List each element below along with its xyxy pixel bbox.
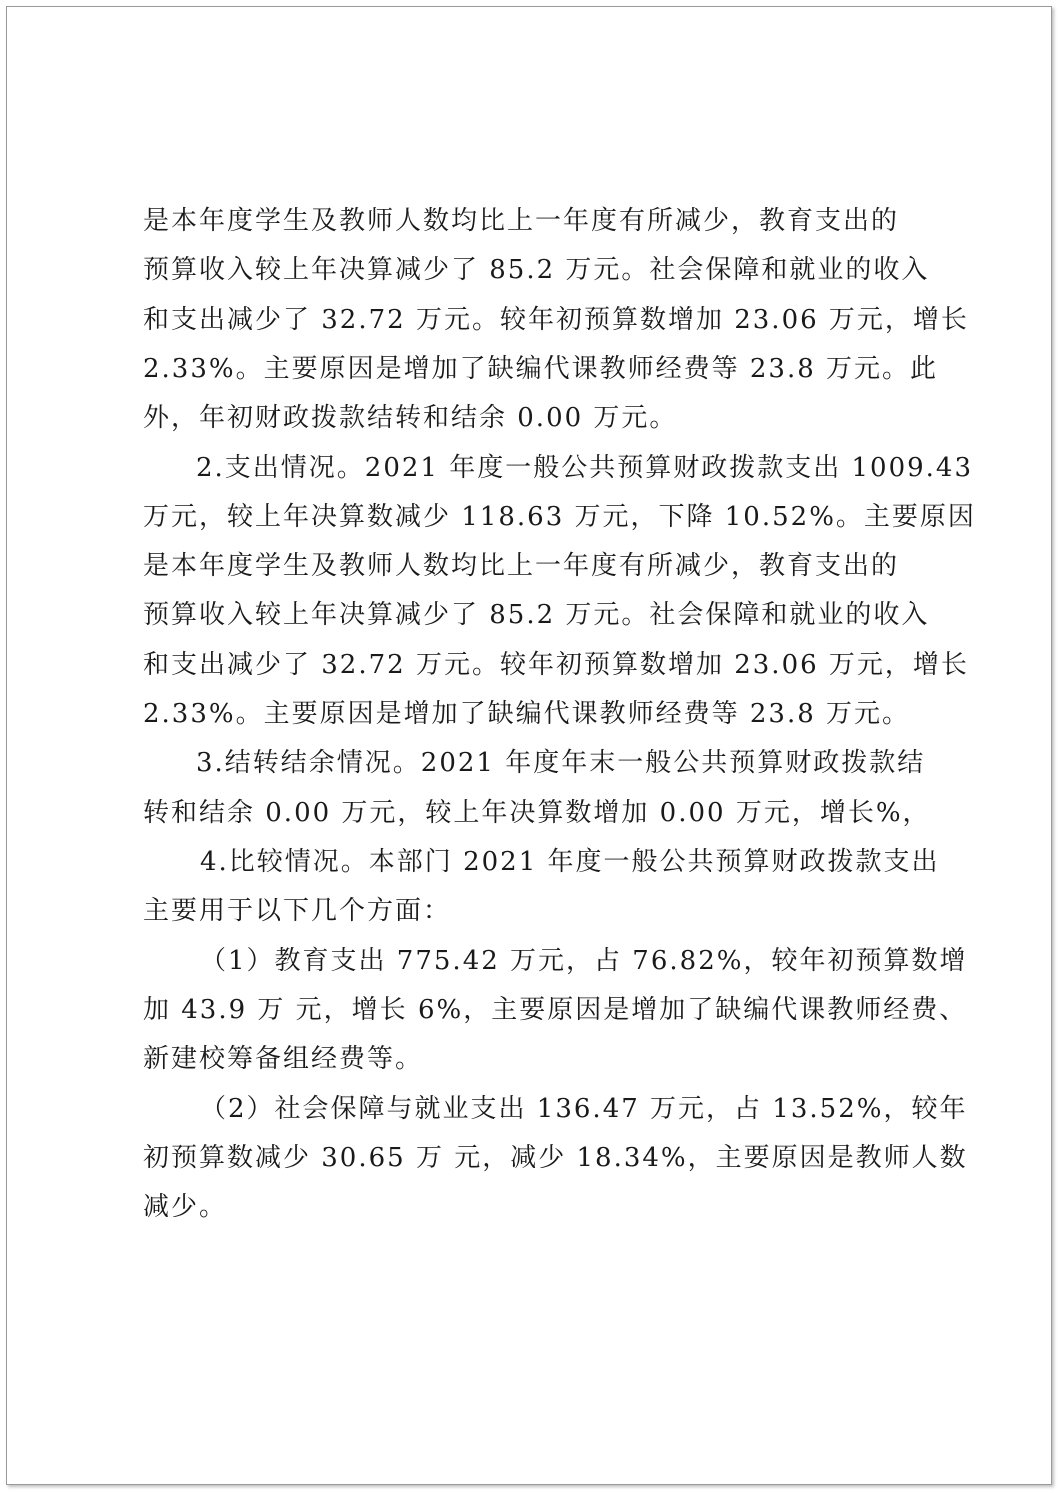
text-line-5: 外，年初财政拨款结转和结余 0.00 万元。 — [143, 403, 678, 433]
text-line-3: 和支出减少了 32.72 万元。较年初预算数增加 23.06 万元，增长 — [143, 305, 969, 335]
text-line-13: 转和结余 0.00 万元，较上年决算数增加 0.00 万元，增长%， — [143, 798, 931, 828]
text-line-21: 减少。 — [143, 1192, 228, 1222]
text-line-9: 预算收入较上年决算减少了 85.2 万元。社会保障和就业的收入 — [143, 600, 930, 630]
text-line-16: （1）教育支出 775.42 万元，占 76.82%，较年初预算数增 — [200, 946, 968, 976]
text-line-20: 初预算数减少 30.65 万 元，减少 18.34%，主要原因是教师人数 — [143, 1143, 968, 1173]
text-line-15: 主要用于以下几个方面： — [143, 896, 452, 926]
text-line-11: 2.33%。主要原因是增加了缺编代课教师经费等 23.8 万元。 — [143, 699, 911, 729]
text-line-14: 4.比较情况。本部门 2021 年度一般公共预算财政拨款支出 — [200, 847, 940, 877]
text-line-12: 3.结转结余情况。2021 年度年末一般公共预算财政拨款结 — [196, 748, 926, 778]
text-line-10: 和支出减少了 32.72 万元。较年初预算数增加 23.06 万元，增长 — [143, 650, 969, 680]
text-line-4: 2.33%。主要原因是增加了缺编代课教师经费等 23.8 万元。此 — [143, 354, 939, 384]
text-line-2: 预算收入较上年决算减少了 85.2 万元。社会保障和就业的收入 — [143, 255, 930, 285]
text-line-17: 加 43.9 万 元，增长 6%，主要原因是增加了缺编代课教师经费、 — [143, 995, 968, 1025]
text-line-8: 是本年度学生及教师人数均比上一年度有所减少，教育支出的 — [143, 551, 900, 581]
text-line-6: 2.支出情况。2021 年度一般公共预算财政拨款支出 1009.43 — [196, 453, 974, 483]
text-line-18: 新建校筹备组经费等。 — [143, 1044, 424, 1074]
text-line-19: （2）社会保障与就业支出 136.47 万元，占 13.52%，较年 — [200, 1094, 968, 1124]
text-line-1: 是本年度学生及教师人数均比上一年度有所减少，教育支出的 — [143, 206, 900, 236]
text-line-7: 万元，较上年决算数减少 118.63 万元，下降 10.52%。主要原因 — [143, 502, 976, 532]
